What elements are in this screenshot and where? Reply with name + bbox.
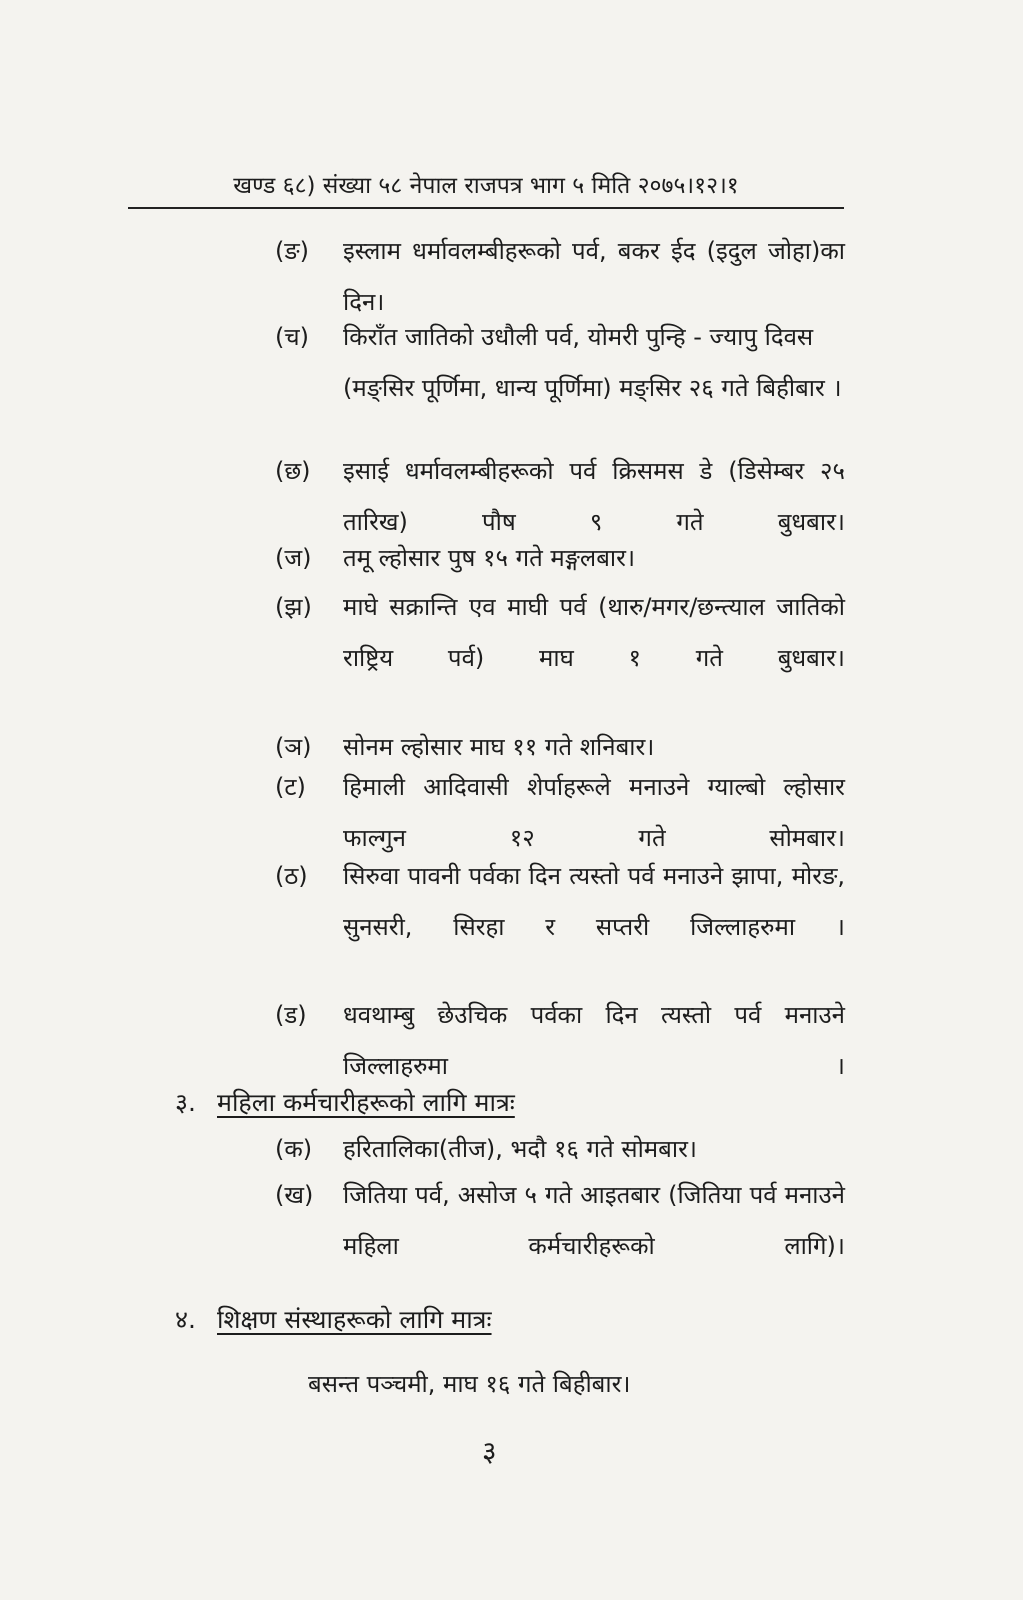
section-3-heading (175, 1083, 515, 1123)
item-label: (च) (275, 323, 309, 351)
item-text: धवथाम्बु छेउचिक पर्वका दिन त्यस्तो पर्व मनाउने जिल्लाहरुमा । (343, 1001, 845, 1080)
item-text: हिमाली आदिवासी शेर्पाहरूले मनाउने ग्याल्बो ल्होसार फाल्गुन १२ गते सोमबार। (343, 773, 845, 852)
item-text: इसाई धर्मावलम्बीहरूको पर्व क्रिसमस डे (डिसेम्बर २५ तारिख) पौष ९ गते बुधबार। (343, 457, 845, 536)
item-label: (ठ) (275, 862, 308, 890)
list-item (275, 582, 845, 684)
gazette-header: खण्ड ६८) संख्या ५८ नेपाल राजपत्र भाग ५ मिति २०७५।१२।१ (233, 173, 739, 199)
list-item (275, 312, 845, 414)
item-text: हरितालिका(तीज), भदौ १६ गते सोमबार। (343, 1135, 697, 1163)
item-text: किराँत जातिको उधौली पर्व, योमरी पुन्हि - ज्यापु दिवस (मङ्सिर पूर्णिमा, धान्य पूर्णिमा) मङ्सिर २६ गते बिहीबार । (343, 323, 842, 402)
list-item (275, 533, 845, 584)
list-item (275, 1124, 845, 1175)
section-4-heading (175, 1300, 492, 1340)
item-text: सोनम ल्होसार माघ ११ गते शनिबार। (343, 733, 655, 761)
list-item (275, 762, 845, 864)
section-4-text: बसन्त पञ्चमी, माघ १६ गते बिहीबार। (308, 1370, 631, 1398)
section-title: शिक्षण संस्थाहरूको लागि मात्रः (217, 1305, 492, 1334)
item-text: तमू ल्होसार पुष १५ गते मङ्गलबार। (343, 544, 636, 572)
item-label: (झ) (275, 593, 312, 621)
item-text: जितिया पर्व, असोज ५ गते आइतबार (जितिया पर्व मनाउने महिला कर्मचारीहरूको लागि)। (343, 1181, 845, 1260)
header-divider (128, 207, 844, 209)
item-label: (ख) (275, 1181, 314, 1209)
item-label: (ङ) (275, 237, 310, 265)
section-number: ४. (175, 1305, 196, 1334)
section-title: महिला कर्मचारीहरूको लागि मात्रः (217, 1088, 515, 1117)
page-number: ३ (482, 1435, 497, 1468)
item-label: (ड) (275, 1001, 307, 1029)
section-number: ३. (175, 1088, 196, 1117)
item-label: (ञ) (275, 733, 312, 761)
item-label: (ट) (275, 773, 306, 801)
item-text: माघे सक्रान्ति एव माघी पर्व (थारु/मगर/छन्त्याल जातिको राष्ट्रिय पर्व) माघ १ गते बुधबार। (343, 593, 845, 672)
item-label: (ज) (275, 544, 312, 572)
list-item (275, 1170, 845, 1272)
item-text: सिरुवा पावनी पर्वका दिन त्यस्तो पर्व मनाउने झापा, मोरङ, सुनसरी, सिरहा र सप्तरी जिल्लाहरुमा । (343, 862, 845, 941)
item-label: (क) (275, 1135, 313, 1163)
item-text: इस्लाम धर्मावलम्बीहरूको पर्व, बकर ईद (इदुल जोहा)का दिन। (343, 237, 845, 316)
list-item (275, 990, 845, 1092)
list-item (275, 851, 845, 953)
item-label: (छ) (275, 457, 311, 485)
